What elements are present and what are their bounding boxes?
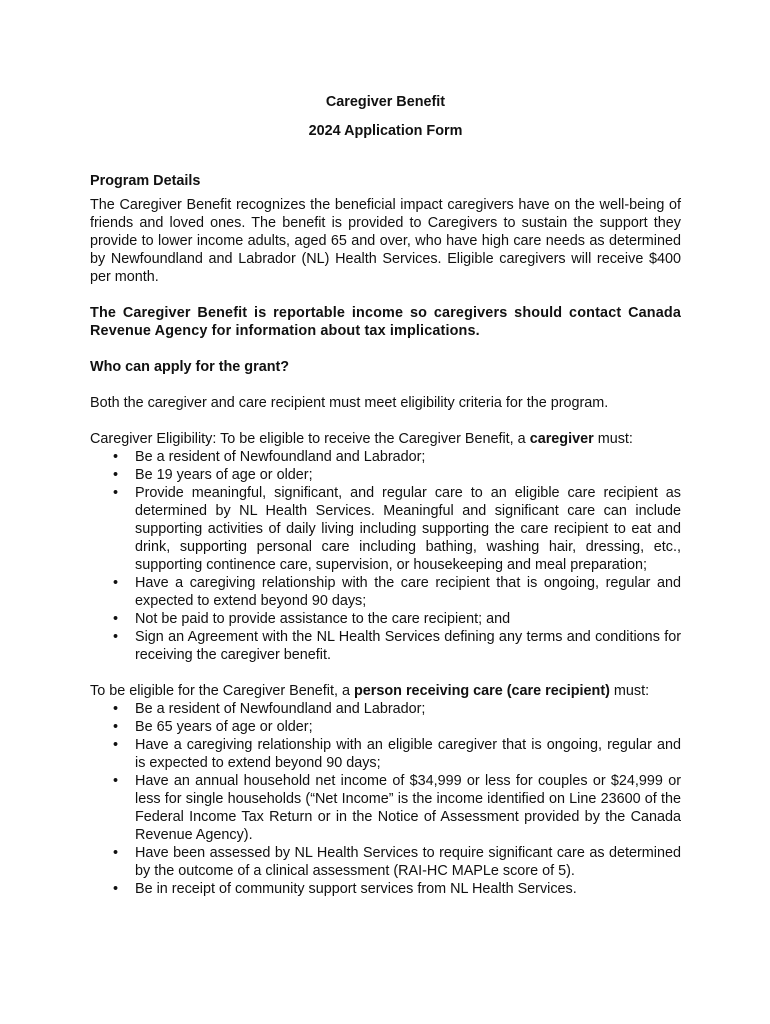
document-page <box>90 93 681 898</box>
list-item <box>90 484 681 574</box>
bullet-icon: • <box>113 737 119 753</box>
bullet-icon: • <box>113 467 119 483</box>
document-title: Caregiver Benefit <box>325 94 446 110</box>
list-item <box>90 574 681 610</box>
list-item-text: Be a resident of Newfoundland and Labrador; <box>135 701 426 717</box>
list-item <box>90 610 681 628</box>
list-item <box>90 772 681 844</box>
list-item <box>90 448 681 466</box>
bullet-icon: • <box>113 485 119 501</box>
list-item-text: Not be paid to provide assistance to the care recipient; and <box>135 611 511 627</box>
list-item <box>90 880 681 898</box>
list-item <box>90 736 681 772</box>
caregiver-intro-pre: Caregiver Eligibility: To be eligible to receive the Caregiver Benefit, a <box>90 431 530 447</box>
bullet-icon: • <box>113 719 119 735</box>
list-item-text: Sign an Agreement with the NL Health Services defining any terms and conditions for receiving the caregiver benefit. <box>135 629 681 663</box>
tax-notice: The Caregiver Benefit is reportable income so caregivers should contact Canada Revenue Agency for information about tax implications. <box>90 305 681 339</box>
caregiver-criteria-list <box>90 448 681 664</box>
caregiver-intro-bold: caregiver <box>529 431 594 447</box>
bullet-icon: • <box>113 701 119 717</box>
list-item-text: Be 19 years of age or older; <box>135 467 313 483</box>
list-item <box>90 700 681 718</box>
bullet-icon: • <box>113 845 119 861</box>
recipient-intro-bold: person receiving care (care recipient) <box>353 683 610 699</box>
list-item-text: Have a caregiving relationship with an eligible caregiver that is ongoing, regular and is expected to extend beyond 90 days; <box>135 737 681 771</box>
list-item-text: Have a caregiving relationship with the care recipient that is ongoing, regular and expected to extend beyond 90 days; <box>135 575 681 609</box>
bullet-icon: • <box>113 611 119 627</box>
bullet-icon: • <box>113 575 119 591</box>
list-item-text: Be in receipt of community support services from NL Health Services. <box>135 881 577 897</box>
list-item-text: Be a resident of Newfoundland and Labrador; <box>135 449 426 465</box>
caregiver-intro-post: must: <box>593 431 633 447</box>
document-subtitle: 2024 Application Form <box>308 123 463 139</box>
list-item <box>90 718 681 736</box>
recipient-eligibility-intro <box>90 682 681 700</box>
bullet-icon: • <box>113 773 119 789</box>
who-can-apply-heading: Who can apply for the grant? <box>90 359 290 375</box>
list-item <box>90 844 681 880</box>
bullet-icon: • <box>113 881 119 897</box>
list-item <box>90 628 681 664</box>
list-item <box>90 466 681 484</box>
eligibility-intro: Both the caregiver and care recipient must meet eligibility criteria for the program. <box>90 395 609 411</box>
caregiver-eligibility-intro <box>90 430 681 448</box>
program-details-heading: Program Details <box>90 173 201 189</box>
list-item-text: Have been assessed by NL Health Services to require significant care as determined by the outcome of a clinical assessment (RAI-HC MAPLe score of 5). <box>135 845 681 879</box>
list-item-text: Have an annual household net income of $34,999 or less for couples or $24,999 or less for single households (“Net Income” is the income identified on Line 23600 of the Federal Income Tax Return or in the Notice of Assessment provided by the Canada Revenue Agency). <box>135 773 681 843</box>
recipient-intro-post: must: <box>609 683 650 699</box>
program-details-text: The Caregiver Benefit recognizes the beneficial impact caregivers have on the well-being of friends and loved ones. The benefit is provided to Caregivers to sustain the support they provide to lower income adults, aged 65 and over, who have high care needs as determined by Newfoundland and Labrador (NL) Health Services. Eligible caregivers will receive $400 per month. <box>90 197 681 285</box>
recipient-intro-pre: To be eligible for the Caregiver Benefit, a <box>90 683 354 699</box>
list-item-text: Be 65 years of age or older; <box>135 719 313 735</box>
bullet-icon: • <box>113 629 119 645</box>
recipient-criteria-list <box>90 700 681 898</box>
bullet-icon: • <box>113 449 119 465</box>
list-item-text: Provide meaningful, significant, and regular care to an eligible care recipient as determined by NL Health Services. Meaningful and significant care can include supporting activities of daily living including supporting the care recipient to eat and drink, supporting personal care including bathing, washing hair, dressing, etc., supporting continence care, supervision, or housekeeping and meal preparation; <box>135 485 681 573</box>
